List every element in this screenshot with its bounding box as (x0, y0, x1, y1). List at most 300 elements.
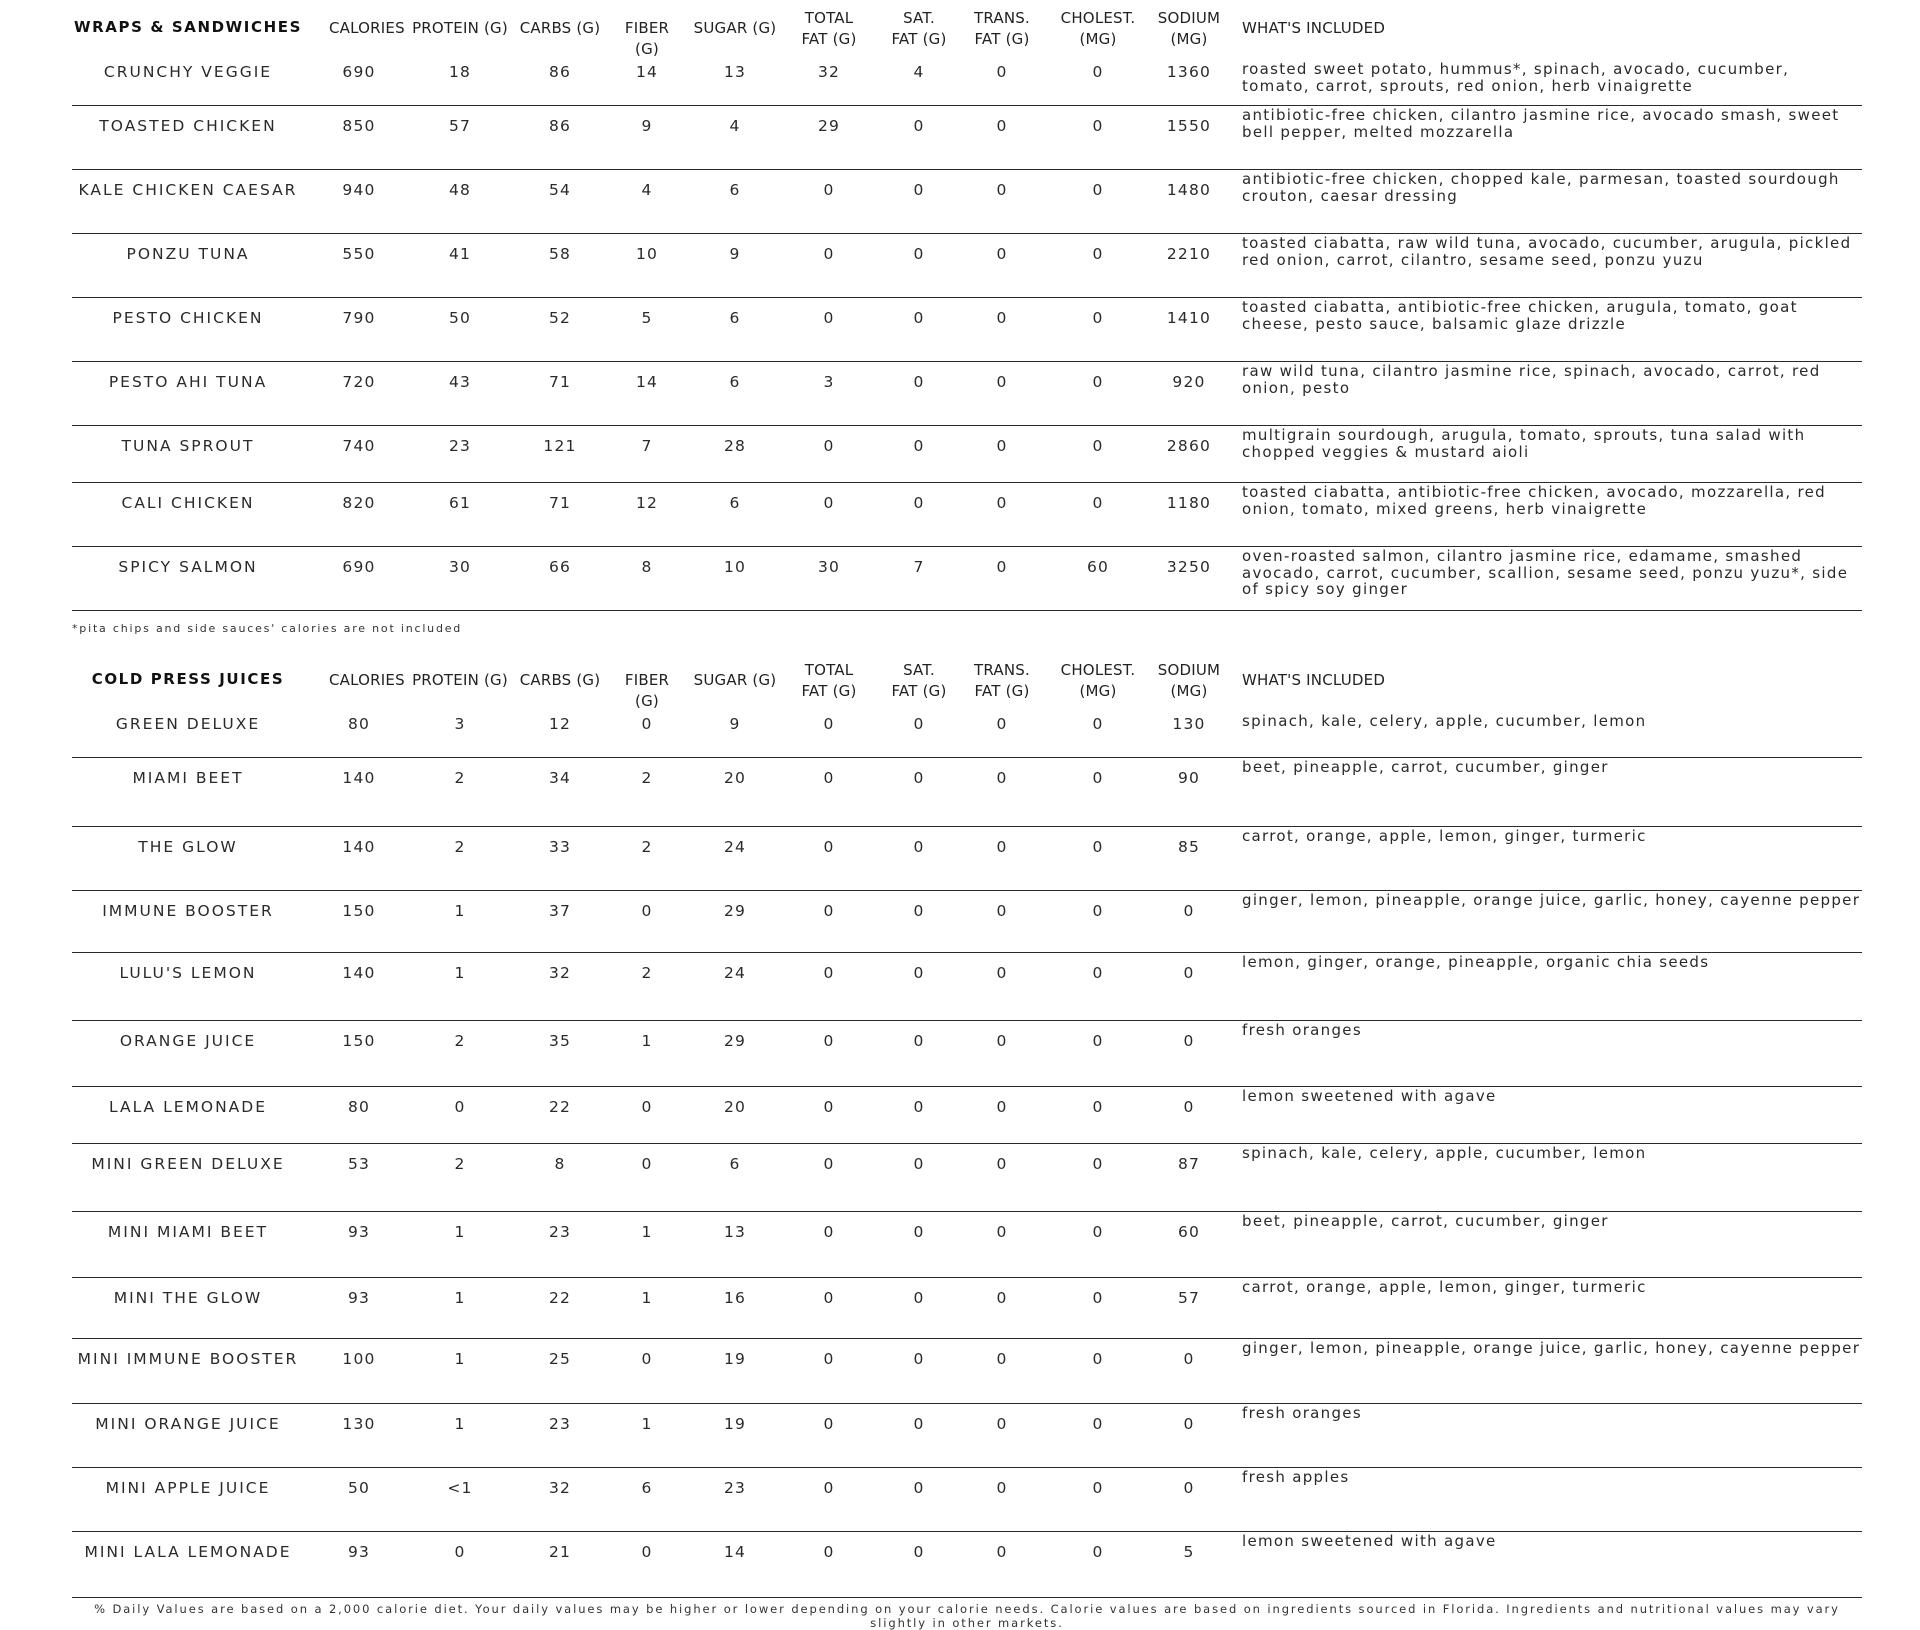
cell-sugar: 16 (723, 1289, 747, 1307)
cell-whats-included: carrot, orange, apple, lemon, ginger, turmeric (1242, 1278, 1647, 1296)
cell-trans-fat: 0 (996, 1479, 1008, 1497)
cell-protein: 1 (454, 1415, 466, 1433)
cell-cholesterol: 0 (1092, 1289, 1104, 1307)
table-row (72, 953, 1862, 1021)
cell-item-name: MINI ORANGE JUICE (95, 1415, 281, 1433)
cell-total-fat: 0 (823, 1479, 835, 1497)
cell-cholesterol: 0 (1092, 1032, 1104, 1050)
cell-calories: 93 (347, 1543, 371, 1561)
cell-calories: 50 (347, 1479, 371, 1497)
cell-trans-fat: 0 (996, 715, 1008, 733)
cell-whats-included: antibiotic-free chicken, cilantro jasmine rice, avocado smash, sweet bell pepper, melted mozzarella (1242, 106, 1840, 141)
cell-sugar: 24 (723, 838, 747, 856)
cell-fiber: 0 (641, 1098, 653, 1116)
cell-fiber: 0 (641, 1543, 653, 1561)
header-sodium: SODIUM (MG) (1157, 9, 1221, 48)
header-protein: PROTEIN (G) (412, 671, 508, 689)
cell-whats-included: spinach, kale, celery, apple, cucumber, lemon (1242, 1144, 1647, 1162)
cell-fiber: 8 (641, 558, 653, 576)
cell-whats-included: fresh oranges (1242, 1021, 1362, 1039)
wraps-sandwiches-section (72, 9, 1862, 635)
cell-whats-included: raw wild tuna, cilantro jasmine rice, spinach, avocado, carrot, red onion, pesto (1242, 362, 1821, 397)
cell-whats-included: lemon, ginger, orange, pineapple, organic chia seeds (1242, 953, 1710, 971)
cell-cholesterol: 0 (1092, 715, 1104, 733)
cell-protein: 0 (454, 1098, 466, 1116)
cell-cholesterol: 0 (1092, 373, 1104, 391)
cell-sodium: 87 (1177, 1155, 1201, 1173)
cell-total-fat: 0 (823, 437, 835, 455)
cell-sodium: 3250 (1166, 558, 1212, 576)
section-title: COLD PRESS JUICES (91, 670, 285, 688)
cell-carbs: 37 (548, 902, 572, 920)
cell-whats-included: beet, pineapple, carrot, cucumber, ginger (1242, 1212, 1609, 1230)
table-row (72, 1212, 1862, 1278)
cell-cholesterol: 0 (1092, 1223, 1104, 1241)
header-total-fat: TOTAL FAT (G) (801, 661, 857, 700)
cell-sodium: 57 (1177, 1289, 1201, 1307)
cell-carbs: 66 (548, 558, 572, 576)
cell-carbs: 52 (548, 309, 572, 327)
cell-sat-fat: 0 (913, 769, 925, 787)
cell-cholesterol: 0 (1092, 1543, 1104, 1561)
table-row (72, 1144, 1862, 1212)
cell-sat-fat: 0 (913, 1289, 925, 1307)
cell-fiber: 1 (641, 1032, 653, 1050)
cell-protein: 0 (454, 1543, 466, 1561)
cell-trans-fat: 0 (996, 117, 1008, 135)
cell-sugar: 23 (723, 1479, 747, 1497)
cell-fiber: 0 (641, 1155, 653, 1173)
cell-total-fat: 0 (823, 1155, 835, 1173)
cell-item-name: IMMUNE BOOSTER (102, 902, 274, 920)
cell-sat-fat: 0 (913, 1223, 925, 1241)
table-row (72, 1532, 1862, 1598)
cell-item-name: MINI IMMUNE BOOSTER (77, 1350, 299, 1368)
cell-sugar: 9 (729, 245, 741, 263)
cell-cholesterol: 0 (1092, 117, 1104, 135)
header-calories: CALORIES (329, 671, 405, 689)
cell-sodium: 130 (1172, 715, 1206, 733)
table-row (72, 1468, 1862, 1532)
cell-cholesterol: 0 (1092, 1350, 1104, 1368)
cell-sugar: 13 (723, 1223, 747, 1241)
table-header (72, 10, 1862, 64)
cell-trans-fat: 0 (996, 437, 1008, 455)
cell-item-name: MINI APPLE JUICE (105, 1479, 271, 1497)
cell-trans-fat: 0 (996, 964, 1008, 982)
cell-protein: 1 (454, 1223, 466, 1241)
cell-trans-fat: 0 (996, 245, 1008, 263)
header-sugar: SUGAR (G) (693, 19, 777, 37)
header-whats-included: WHAT'S INCLUDED (1242, 19, 1386, 37)
cell-calories: 690 (342, 558, 376, 576)
cell-protein: 61 (448, 494, 472, 512)
cell-sat-fat: 7 (913, 558, 925, 576)
cell-trans-fat: 0 (996, 309, 1008, 327)
table-row (72, 1021, 1862, 1087)
cell-carbs: 21 (548, 1543, 572, 1561)
cell-sodium: 1550 (1166, 117, 1212, 135)
cell-fiber: 0 (641, 1350, 653, 1368)
cell-carbs: 86 (548, 63, 572, 81)
cell-item-name: LULU'S LEMON (119, 964, 257, 982)
cell-sugar: 19 (723, 1415, 747, 1433)
cell-sat-fat: 0 (913, 715, 925, 733)
cell-sodium: 90 (1177, 769, 1201, 787)
cell-item-name: TUNA SPROUT (121, 437, 255, 455)
cell-carbs: 58 (548, 245, 572, 263)
cell-whats-included: oven-roasted salmon, cilantro jasmine rice, edamame, smashed avocado, carrot, cucumber, scallion, sesame seed, ponzu yuzu*, side of spicy soy ginger (1242, 547, 1849, 598)
cell-fiber: 6 (641, 1479, 653, 1497)
header-fiber: FIBER (G) (624, 671, 670, 710)
cell-sat-fat: 0 (913, 1350, 925, 1368)
cell-total-fat: 0 (823, 1223, 835, 1241)
cell-whats-included: lemon sweetened with agave (1242, 1087, 1497, 1105)
cell-trans-fat: 0 (996, 838, 1008, 856)
header-whats-included: WHAT'S INCLUDED (1242, 671, 1386, 689)
cell-fiber: 2 (641, 964, 653, 982)
cell-item-name: MIAMI BEET (132, 769, 244, 787)
cell-calories: 720 (342, 373, 376, 391)
cell-sodium: 0 (1183, 1032, 1195, 1050)
table-row (72, 483, 1862, 547)
cell-total-fat: 0 (823, 494, 835, 512)
cell-protein: 50 (448, 309, 472, 327)
cell-item-name: SPICY SALMON (118, 558, 258, 576)
cell-sat-fat: 0 (913, 1155, 925, 1173)
cell-carbs: 71 (548, 373, 572, 391)
disclaimer: % Daily Values are based on a 2,000 calorie diet. Your daily values may be higher or lower depending on your calorie needs. Calorie values are based on ingredients sourced in Florida. Ingredients and nutritional values may vary slightly in other markets. (94, 1602, 1840, 1630)
cell-calories: 53 (347, 1155, 371, 1173)
cell-trans-fat: 0 (996, 1350, 1008, 1368)
cell-trans-fat: 0 (996, 1155, 1008, 1173)
cell-sodium: 1410 (1166, 309, 1212, 327)
cell-total-fat: 0 (823, 769, 835, 787)
cell-carbs: 23 (548, 1415, 572, 1433)
cell-protein: 30 (448, 558, 472, 576)
cell-fiber: 10 (635, 245, 659, 263)
header-sodium: SODIUM (MG) (1157, 661, 1221, 700)
cell-protein: 41 (448, 245, 472, 263)
cell-sodium: 0 (1183, 1098, 1195, 1116)
cell-sugar: 20 (723, 1098, 747, 1116)
cell-sugar: 20 (723, 769, 747, 787)
cell-sodium: 0 (1183, 902, 1195, 920)
cell-carbs: 33 (548, 838, 572, 856)
cell-calories: 150 (342, 1032, 376, 1050)
cell-item-name: PESTO CHICKEN (112, 309, 264, 327)
cell-sugar: 6 (729, 309, 741, 327)
table-row (72, 547, 1862, 611)
cell-sodium: 85 (1177, 838, 1201, 856)
cell-sodium: 0 (1183, 1350, 1195, 1368)
cell-item-name: ORANGE JUICE (119, 1032, 257, 1050)
cell-cholesterol: 0 (1092, 902, 1104, 920)
cell-whats-included: antibiotic-free chicken, chopped kale, parmesan, toasted sourdough crouton, caesar dressing (1242, 170, 1840, 205)
cell-sugar: 28 (723, 437, 747, 455)
cell-calories: 550 (342, 245, 376, 263)
table-row (72, 1278, 1862, 1339)
cell-fiber: 2 (641, 769, 653, 787)
cell-total-fat: 0 (823, 1543, 835, 1561)
cell-item-name: MINI GREEN DELUXE (91, 1155, 285, 1173)
cell-item-name: THE GLOW (138, 838, 238, 856)
cell-sodium: 2210 (1166, 245, 1212, 263)
cell-total-fat: 0 (823, 181, 835, 199)
header-trans-fat: TRANS. FAT (G) (974, 9, 1030, 48)
cell-carbs: 86 (548, 117, 572, 135)
cell-sugar: 19 (723, 1350, 747, 1368)
cell-calories: 150 (342, 902, 376, 920)
cell-sat-fat: 0 (913, 964, 925, 982)
header-total-fat: TOTAL FAT (G) (801, 9, 857, 48)
table-row (72, 1339, 1862, 1404)
cell-sugar: 14 (723, 1543, 747, 1561)
cell-item-name: GREEN DELUXE (115, 715, 261, 733)
cell-whats-included: multigrain sourdough, arugula, tomato, sprouts, tuna salad with chopped veggies & mustard aioli (1242, 426, 1806, 461)
cell-calories: 140 (342, 838, 376, 856)
header-sat-fat: SAT. FAT (G) (891, 661, 947, 700)
cell-sat-fat: 0 (913, 245, 925, 263)
cell-calories: 140 (342, 964, 376, 982)
cell-protein: 43 (448, 373, 472, 391)
cell-sat-fat: 0 (913, 902, 925, 920)
cell-fiber: 1 (641, 1415, 653, 1433)
cell-sugar: 6 (729, 494, 741, 512)
table-row (72, 60, 1862, 106)
cell-whats-included: toasted ciabatta, antibiotic-free chicken, avocado, mozzarella, red onion, tomato, mixed greens, herb vinaigrette (1242, 483, 1826, 518)
cell-calories: 690 (342, 63, 376, 81)
cell-whats-included: toasted ciabatta, antibiotic-free chicken, arugula, tomato, goat cheese, pesto sauce, balsamic glaze drizzle (1242, 298, 1798, 333)
cell-carbs: 32 (548, 964, 572, 982)
cell-cholesterol: 0 (1092, 494, 1104, 512)
cell-sat-fat: 0 (913, 309, 925, 327)
header-sat-fat: SAT. FAT (G) (891, 9, 947, 48)
table-row (72, 1404, 1862, 1468)
cell-whats-included: lemon sweetened with agave (1242, 1532, 1497, 1550)
cell-item-name: CRUNCHY VEGGIE (103, 63, 273, 81)
cell-sugar: 24 (723, 964, 747, 982)
cell-cholesterol: 0 (1092, 769, 1104, 787)
cell-sat-fat: 4 (913, 63, 925, 81)
cell-carbs: 34 (548, 769, 572, 787)
cold-press-juices-section (72, 662, 1862, 1598)
cell-sugar: 4 (729, 117, 741, 135)
table-row (72, 106, 1862, 170)
cell-sat-fat: 0 (913, 181, 925, 199)
cell-protein: 1 (454, 1350, 466, 1368)
cell-total-fat: 0 (823, 1032, 835, 1050)
cell-trans-fat: 0 (996, 1032, 1008, 1050)
cell-sodium: 0 (1183, 1415, 1195, 1433)
cell-whats-included: fresh oranges (1242, 1404, 1362, 1422)
cell-total-fat: 0 (823, 1098, 835, 1116)
header-trans-fat: TRANS. FAT (G) (974, 661, 1030, 700)
cell-calories: 740 (342, 437, 376, 455)
cell-fiber: 2 (641, 838, 653, 856)
cell-cholesterol: 0 (1092, 181, 1104, 199)
cell-whats-included: ginger, lemon, pineapple, orange juice, garlic, honey, cayenne pepper (1242, 1339, 1861, 1357)
cell-cholesterol: 0 (1092, 964, 1104, 982)
cell-protein: 3 (454, 715, 466, 733)
cell-calories: 93 (347, 1223, 371, 1241)
cell-whats-included: toasted ciabatta, raw wild tuna, avocado, cucumber, arugula, pickled red onion, carrot, cilantro, sesame seed, ponzu yuzu (1242, 234, 1852, 269)
cell-total-fat: 0 (823, 964, 835, 982)
cell-sugar: 6 (729, 181, 741, 199)
cell-protein: 48 (448, 181, 472, 199)
cell-sugar: 29 (723, 902, 747, 920)
cell-fiber: 0 (641, 715, 653, 733)
cell-item-name: MINI THE GLOW (113, 1289, 263, 1307)
cell-sat-fat: 0 (913, 494, 925, 512)
cell-carbs: 12 (548, 715, 572, 733)
table-row (72, 234, 1862, 298)
cell-sodium: 1480 (1166, 181, 1212, 199)
cell-carbs: 22 (548, 1289, 572, 1307)
cell-sodium: 920 (1172, 373, 1206, 391)
cell-protein: 1 (454, 964, 466, 982)
cell-item-name: CALI CHICKEN (121, 494, 255, 512)
cell-fiber: 0 (641, 902, 653, 920)
cell-carbs: 71 (548, 494, 572, 512)
cell-sugar: 9 (729, 715, 741, 733)
cell-trans-fat: 0 (996, 1098, 1008, 1116)
cell-fiber: 14 (635, 373, 659, 391)
cell-total-fat: 0 (823, 1350, 835, 1368)
cell-sat-fat: 0 (913, 1098, 925, 1116)
table-row (72, 712, 1862, 758)
cell-item-name: KALE CHICKEN CAESAR (78, 181, 298, 199)
table-row (72, 362, 1862, 426)
cell-sugar: 6 (729, 1155, 741, 1173)
cell-whats-included: fresh apples (1242, 1468, 1350, 1486)
cell-trans-fat: 0 (996, 769, 1008, 787)
cell-total-fat: 0 (823, 902, 835, 920)
cell-calories: 130 (342, 1415, 376, 1433)
cell-calories: 850 (342, 117, 376, 135)
cell-sat-fat: 0 (913, 437, 925, 455)
cell-protein: 23 (448, 437, 472, 455)
table-row (72, 170, 1862, 234)
cell-cholesterol: 60 (1086, 558, 1110, 576)
cell-protein: <1 (447, 1479, 473, 1497)
header-protein: PROTEIN (G) (412, 19, 508, 37)
cell-trans-fat: 0 (996, 1223, 1008, 1241)
cell-trans-fat: 0 (996, 373, 1008, 391)
cell-trans-fat: 0 (996, 1543, 1008, 1561)
cell-trans-fat: 0 (996, 1415, 1008, 1433)
cell-total-fat: 30 (817, 558, 841, 576)
cell-sat-fat: 0 (913, 1543, 925, 1561)
cell-sugar: 29 (723, 1032, 747, 1050)
cell-sat-fat: 0 (913, 1479, 925, 1497)
cell-sugar: 13 (723, 63, 747, 81)
cell-trans-fat: 0 (996, 494, 1008, 512)
cell-sodium: 1360 (1166, 63, 1212, 81)
table-row (72, 298, 1862, 362)
cell-fiber: 1 (641, 1223, 653, 1241)
cell-whats-included: spinach, kale, celery, apple, cucumber, lemon (1242, 712, 1647, 730)
cell-carbs: 23 (548, 1223, 572, 1241)
cell-total-fat: 29 (817, 117, 841, 135)
cell-cholesterol: 0 (1092, 1098, 1104, 1116)
table-header (72, 662, 1862, 716)
cell-protein: 2 (454, 1032, 466, 1050)
cell-calories: 93 (347, 1289, 371, 1307)
cell-sat-fat: 0 (913, 1032, 925, 1050)
header-calories: CALORIES (329, 19, 405, 37)
cell-carbs: 8 (554, 1155, 566, 1173)
cell-calories: 820 (342, 494, 376, 512)
cell-item-name: MINI LALA LEMONADE (84, 1543, 292, 1561)
cell-fiber: 9 (641, 117, 653, 135)
header-fiber: FIBER (G) (624, 19, 670, 58)
cell-protein: 2 (454, 838, 466, 856)
footnote: *pita chips and side sauces' calories are not included (72, 622, 463, 635)
table-row (72, 758, 1862, 827)
header-cholesterol: CHOLEST. (MG) (1060, 661, 1136, 700)
cell-fiber: 14 (635, 63, 659, 81)
cell-cholesterol: 0 (1092, 245, 1104, 263)
cell-trans-fat: 0 (996, 181, 1008, 199)
cell-item-name: MINI MIAMI BEET (107, 1223, 269, 1241)
cell-protein: 57 (448, 117, 472, 135)
cell-total-fat: 0 (823, 245, 835, 263)
cell-sodium: 60 (1177, 1223, 1201, 1241)
cell-sat-fat: 0 (913, 117, 925, 135)
cell-protein: 2 (454, 769, 466, 787)
cell-calories: 80 (347, 1098, 371, 1116)
cell-calories: 790 (342, 309, 376, 327)
cell-cholesterol: 0 (1092, 309, 1104, 327)
cell-sugar: 6 (729, 373, 741, 391)
cell-total-fat: 32 (817, 63, 841, 81)
cell-protein: 18 (448, 63, 472, 81)
section-title: WRAPS & SANDWICHES (74, 18, 302, 36)
cell-item-name: LALA LEMONADE (108, 1098, 268, 1116)
cell-sodium: 0 (1183, 964, 1195, 982)
cell-whats-included: ginger, lemon, pineapple, orange juice, garlic, honey, cayenne pepper (1242, 891, 1861, 909)
cell-protein: 1 (454, 902, 466, 920)
cell-cholesterol: 0 (1092, 1155, 1104, 1173)
cell-carbs: 35 (548, 1032, 572, 1050)
cell-trans-fat: 0 (996, 558, 1008, 576)
cell-fiber: 5 (641, 309, 653, 327)
cell-trans-fat: 0 (996, 63, 1008, 81)
cell-sodium: 0 (1183, 1479, 1195, 1497)
table-row (72, 1087, 1862, 1144)
header-carbs: CARBS (G) (519, 19, 601, 37)
cell-sodium: 1180 (1166, 494, 1212, 512)
cell-fiber: 7 (641, 437, 653, 455)
cell-item-name: TOASTED CHICKEN (99, 117, 277, 135)
cell-total-fat: 0 (823, 1415, 835, 1433)
cell-sodium: 2860 (1166, 437, 1212, 455)
header-cholesterol: CHOLEST. (MG) (1060, 9, 1136, 48)
cell-total-fat: 0 (823, 838, 835, 856)
table-body (72, 712, 1862, 1598)
cell-sat-fat: 0 (913, 373, 925, 391)
cell-fiber: 1 (641, 1289, 653, 1307)
cell-calories: 940 (342, 181, 376, 199)
cell-carbs: 121 (543, 437, 577, 455)
table-row (72, 426, 1862, 483)
cell-item-name: PONZU TUNA (126, 245, 250, 263)
table-row (72, 891, 1862, 953)
cell-whats-included: beet, pineapple, carrot, cucumber, ginger (1242, 758, 1609, 776)
cell-total-fat: 0 (823, 309, 835, 327)
cell-carbs: 54 (548, 181, 572, 199)
